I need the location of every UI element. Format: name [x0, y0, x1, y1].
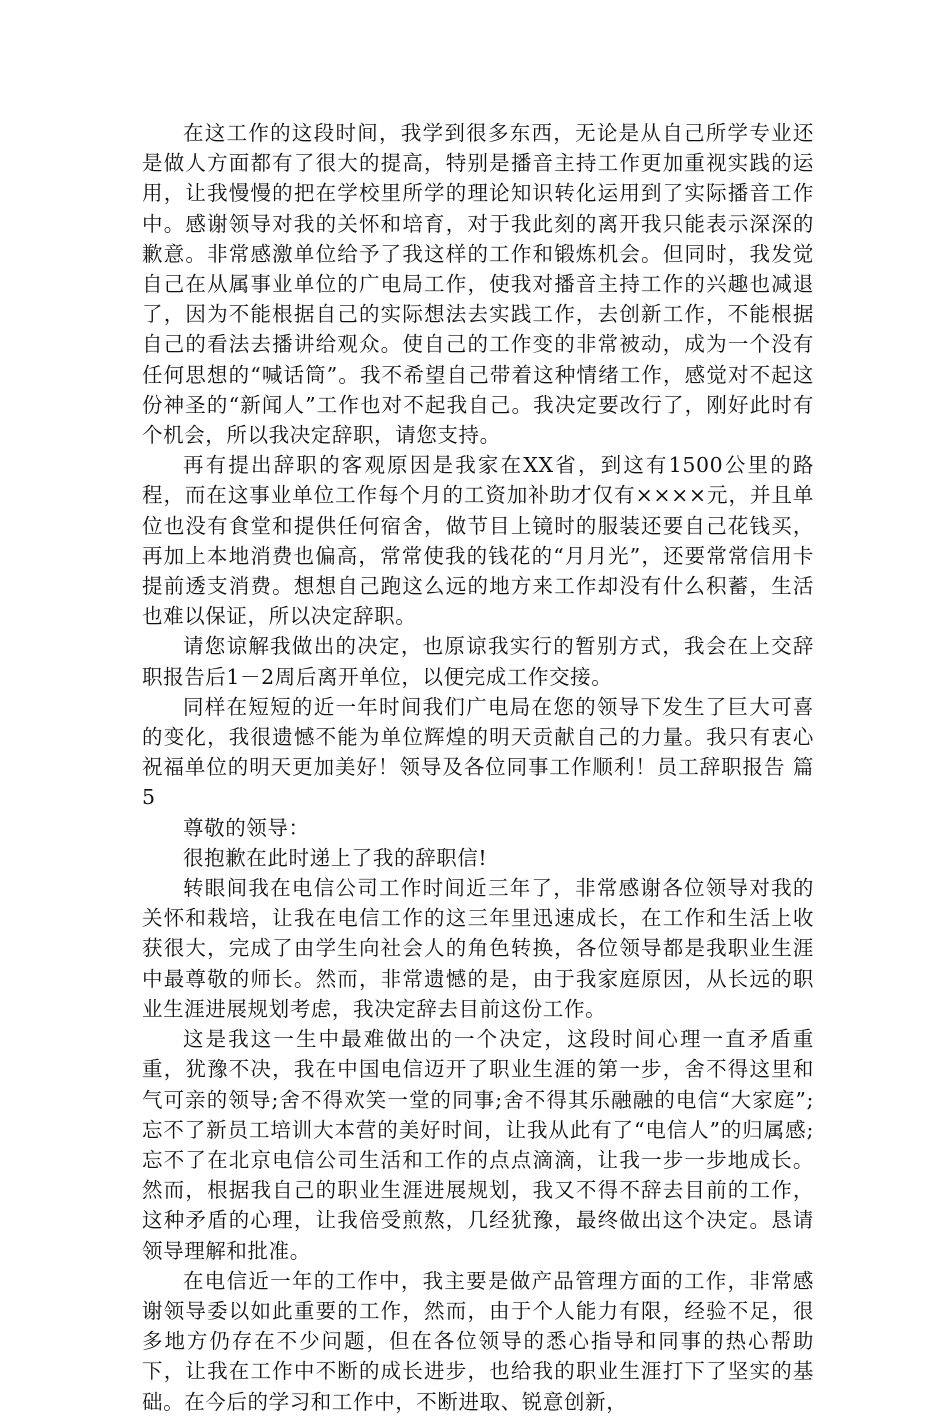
salutation: 尊敬的领导：	[183, 815, 310, 840]
document-body	[142, 118, 814, 1417]
paragraph-1: 在这工作的这段时间，我学到很多东西，无论是从自己所学专业还是做人方面都有了很大的提高，特别是播音主持工作更加重视实践的运用，让我慢慢的把在学校里所学的理论知识转化运用到了实际播音工作中。感谢领导对我的关怀和培育，对于我此刻的离开我只能表示深深的歉意。非常感激单位给予了我这样的工作和锻炼机会。但同时，我发觉自己在从属事业单位的广电局工作，使我对播音主持工作的兴趣也减退了，因为不能根据自己的实际想法去实践工作，去创新工作，不能根据自己的看法去播讲给观众。使自己的工作变的非常被动，成为一个没有任何思想的“喊话筒”。我不希望自己带着这种情绪工作，感觉对不起这份神圣的“新闻人”工作也对不起我自己。我决定要改行了，刚好此时有个机会，所以我决定辞职，请您支持。	[142, 121, 814, 448]
paragraph-8: 这是我这一生中最难做出的一个决定，这段时间心理一直矛盾重重，犹豫不决，我在中国电信迈开了职业生涯的第一步，舍不得这里和气可亲的领导;舍不得欢笑一堂的同事;舍不得其乐融融的电信“大家庭”;忘不了新员工培训大本营的美好时间，让我从此有了“电信人”的归属感;忘不了在北京电信公司生活和工作的点点滴滴，让我一步一步地成长。然而，根据我自己的职业生涯进展规划，我又不得不辞去目前的工作，这种矛盾的心理，让我倍受煎熬，几经犹豫，最终做出这个决定。恳请领导理解和批准。	[142, 1027, 814, 1263]
paragraph-4: 同样在短短的近一年时间我们广电局在您的领导下发生了巨大可喜的变化，我很遗憾不能为单位辉煌的明天贡献自己的力量。我只有衷心祝福单位的明天更加美好！领导及各位同事工作顺利！员工辞职报告 篇5	[142, 694, 814, 810]
paragraph-9: 在电信近一年的工作中，我主要是做产品管理方面的工作，非常感谢领导委以如此重要的工作，然而，由于个人能力有限，经验不足，很多地方仍存在不少问题，但在各位领导的悉心指导和同事的热心帮助下，让我在工作中不断的成长进步，也给我的职业生涯打下了坚实的基础。在今后的学习和工作中，不断进取、锐意创新，	[142, 1268, 814, 1414]
paragraph-3: 请您谅解我做出的决定，也原谅我实行的暂别方式，我会在上交辞职报告后1－2周后离开单位，以便完成工作交接。	[142, 634, 814, 689]
paragraph-2: 再有提出辞职的客观原因是我家在XX省，到这有1500公里的路程，而在这事业单位工作每个月的工资加补助才仅有××××元，并且单位也没有食堂和提供任何宿舍，做节目上镜时的服装还要自己花钱买，再加上本地消费也偏高，常常使我的钱花的“月月光”，还要常常信用卡提前透支消费。想想自己跑这么远的地方来工作却没有什么积蓄，生活也难以保证，所以决定辞职。	[142, 453, 814, 629]
opening-line: 很抱歉在此时递上了我的辞职信!	[183, 845, 488, 870]
paragraph-7: 转眼间我在电信公司工作时间近三年了，非常感谢各位领导对我的关怀和栽培，让我在电信工作的这三年里迅速成长，在工作和生活上收获很大，完成了由学生向社会人的角色转换，各位领导都是我职业生涯中最尊敬的师长。然而，非常遗憾的是，由于我家庭原因，从长远的职业生涯进展规划考虑，我决定辞去目前这份工作。	[142, 876, 814, 1021]
